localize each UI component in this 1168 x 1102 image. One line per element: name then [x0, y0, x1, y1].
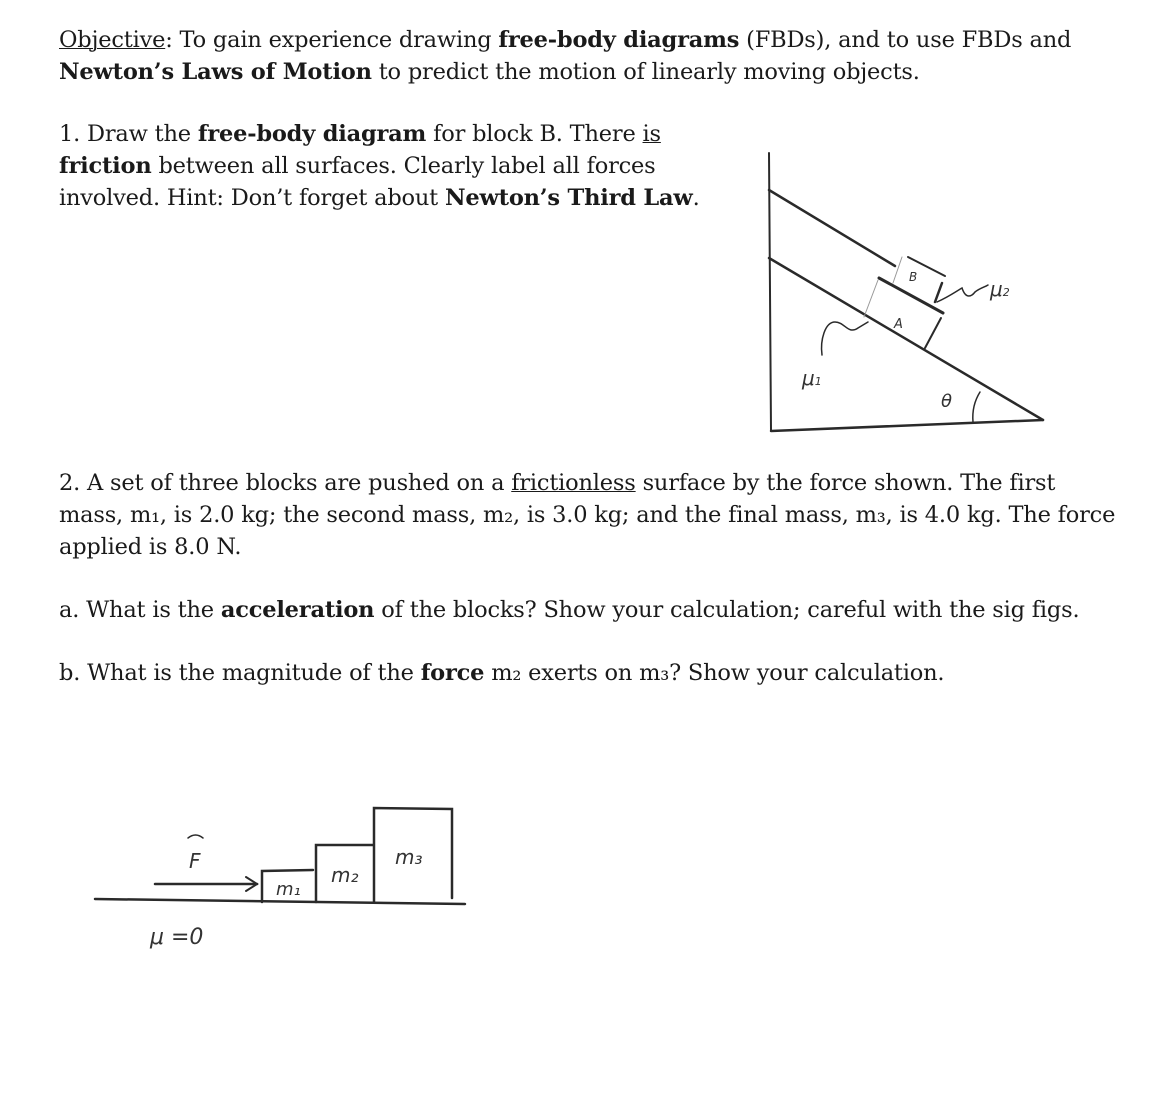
- text: a. What is the: [59, 597, 221, 623]
- mu1-pointer: [822, 322, 868, 355]
- text: between all surfaces. Clearly label all forces: [151, 153, 656, 179]
- text: 1. Draw the: [59, 121, 198, 147]
- text: for block B. There: [426, 121, 643, 147]
- text: involved. Hint: Don’t forget about: [59, 185, 445, 211]
- mu2-pointer: [937, 285, 988, 302]
- vector-arrow-icon: [188, 835, 203, 838]
- base-line: [771, 420, 1043, 431]
- underlined-term: is: [642, 121, 661, 147]
- mu2-label: [989, 277, 1010, 301]
- subscript: 1: [814, 375, 822, 388]
- bold-term: acceleration: [220, 597, 375, 623]
- q2-line-3: applied is 8.0 N.: [59, 534, 242, 560]
- m2-label: m₂: [331, 863, 359, 887]
- objective-label: Objective: [59, 27, 166, 53]
- block-b-label: B: [909, 270, 918, 284]
- text: (FBDs), and to use FBDs and: [739, 27, 1072, 53]
- theta-label: θ: [941, 391, 953, 412]
- m3-label: m₃: [395, 845, 423, 869]
- bold-term: force: [420, 660, 485, 686]
- mu1-label: [801, 366, 822, 390]
- text: 2. A set of three blocks are pushed on a: [59, 470, 512, 496]
- text: : To gain experience drawing: [165, 27, 499, 53]
- mu-zero-label: μ =0: [150, 925, 204, 950]
- block-b: [893, 257, 945, 302]
- angle-arc: [973, 392, 980, 422]
- bold-term: Newton’s Third Law: [444, 185, 693, 211]
- bold-term: free-body diagram: [197, 121, 427, 147]
- subscript: 2: [1002, 286, 1010, 299]
- bold-term: Newton’s Laws of Motion: [59, 59, 372, 85]
- force-arrow: [155, 877, 257, 891]
- bold-term: friction: [59, 153, 152, 179]
- text: m₂ exerts on m₃? Show your calculation.: [484, 660, 945, 686]
- text: of the blocks? Show your calculation; careful with the sig figs.: [374, 597, 1080, 623]
- text: b. What is the magnitude of the: [59, 660, 421, 686]
- mu-symbol: μ: [802, 366, 815, 390]
- wall-line: [769, 153, 771, 431]
- text: surface by the force shown. The first: [635, 470, 1056, 496]
- text: to predict the motion of linearly moving objects.: [371, 59, 920, 85]
- m1-label: m₁: [276, 879, 301, 900]
- bold-term: free-body diagrams: [498, 27, 740, 53]
- underlined-term: frictionless: [511, 470, 636, 496]
- text: .: [692, 185, 700, 211]
- upper-line: [769, 190, 895, 266]
- q2-line-2: mass, m₁, is 2.0 kg; the second mass, m₂, is 3.0 kg; and the final mass, m₃, is 4.0 kg. The force: [59, 502, 1116, 528]
- mu-symbol: μ: [990, 277, 1003, 301]
- block-a-label: A: [894, 317, 903, 332]
- force-label: F: [189, 849, 201, 873]
